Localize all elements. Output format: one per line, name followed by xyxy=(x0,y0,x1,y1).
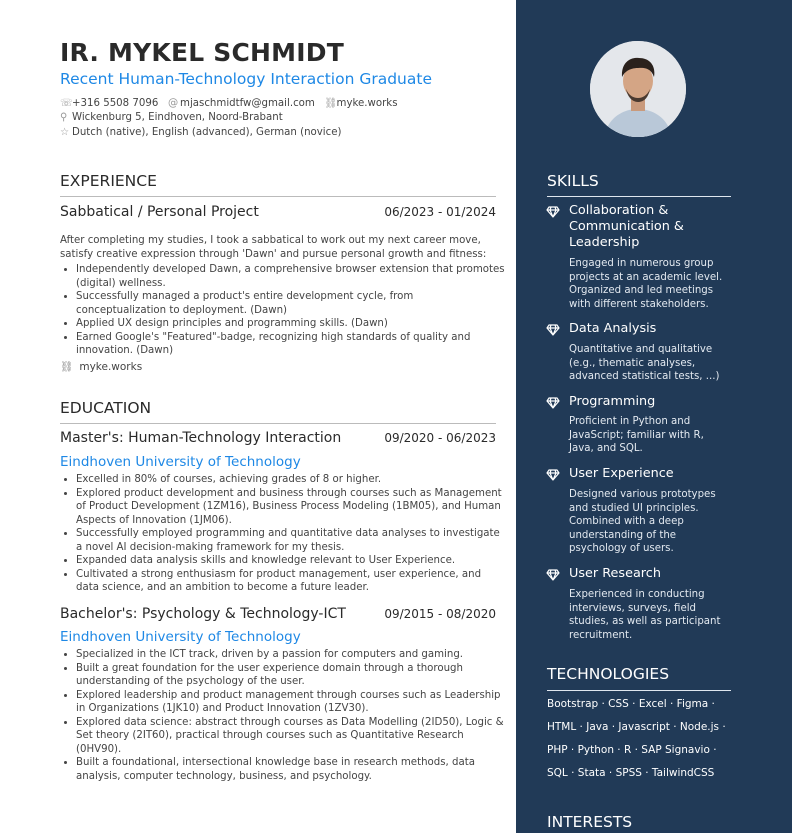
contact-line-3 xyxy=(60,127,341,138)
education-heading: EDUCATION xyxy=(60,399,152,417)
diamond-icon xyxy=(546,323,560,337)
masters-dates: 09/2020 - 06/2023 xyxy=(384,431,496,445)
address-text: Wickenburg 5, Eindhoven, Noord-Brabant xyxy=(72,112,283,123)
education-divider xyxy=(60,423,496,424)
tech-line: PHP · Python · R · SAP Signavio · xyxy=(547,744,717,756)
tech-line: HTML · Java · Javascript · Node.js · xyxy=(547,721,726,733)
list-item: • Independently developed Dawn, a comprehensive browser extension that promotes (digital) wellness. xyxy=(76,263,506,290)
job-intro-line-1: After completing my studies, I took a sabbatical to work out my next career move, xyxy=(60,235,481,246)
skills-divider xyxy=(547,196,731,197)
diamond-icon xyxy=(546,468,560,482)
project-link[interactable] xyxy=(60,360,142,373)
candidate-subtitle: Recent Human-Technology Interaction Graduate xyxy=(60,70,432,88)
technologies-heading: TECHNOLOGIES xyxy=(547,665,670,683)
job-title: Sabbatical / Personal Project xyxy=(60,204,259,220)
skill-desc: Designed various prototypes and studied UI principles. Combined with a deep understanding of the psychology of users. xyxy=(569,489,716,554)
skill-name: User Research xyxy=(569,566,661,581)
skill-desc: Engaged in numerous group projects at an academic level. Organized and led meetings with different stakeholders. xyxy=(569,258,723,310)
location-icon: ⚲ xyxy=(60,112,68,123)
project-link-text[interactable]: myke.works xyxy=(79,361,143,373)
tech-line: Bootstrap · CSS · Excel · Figma · xyxy=(547,698,715,710)
website-link[interactable]: myke.works xyxy=(336,98,398,109)
list-item: • Explored data science: abstract through courses as Data Modelling (2ID50), Logic & Set theory (2IT60), practical through courses such as Quantitative Research (0HV90). xyxy=(76,716,506,757)
technologies-divider xyxy=(547,690,731,691)
email-link[interactable]: mjaschmidtfw@gmail.com xyxy=(180,98,315,109)
list-item: • Specialized in the ICT track, driven by a passion for computers and gaming. xyxy=(76,648,506,662)
profile-photo xyxy=(590,41,686,137)
diamond-icon xyxy=(546,205,560,219)
tech-line: SQL · Stata · SPSS · TailwindCSS xyxy=(547,767,715,779)
skill-desc: Quantitative and qualitative (e.g., thematic analyses, advanced statistical tests, ...) xyxy=(569,344,720,382)
masters-bullets xyxy=(60,473,506,595)
job-bullets xyxy=(60,263,506,358)
list-item: • Earned Google's "Featured"-badge, recognizing high standards of quality and innovation. (Dawn) xyxy=(76,331,506,358)
list-item: • Cultivated a strong enthusiasm for product management, user experience, and data science, and an ambition to become a future leader. xyxy=(76,568,506,595)
list-item: • Excelled in 80% of courses, achieving grades of 8 or higher. xyxy=(76,473,506,487)
interests-heading: INTERESTS xyxy=(547,813,633,831)
list-item: • Explored leadership and product management through courses such as Leadership in Organizations (1JK10) and Product Innovation (1ZV30). xyxy=(76,689,506,716)
skills-heading: SKILLS xyxy=(547,172,599,190)
at-icon: @ xyxy=(168,98,179,109)
link-icon: ⛓ xyxy=(324,98,338,109)
list-item: • Explored product development and business through courses such as Management of Product Development (1ZM16), Business Process Modeling (1BM05), and Human Aspects of Innovation (1JM06). xyxy=(76,487,506,528)
list-item: • Built a foundational, intersectional knowledge base in research methods, data analysis, computer technology, business, and psychology. xyxy=(76,756,506,783)
list-item: • Expanded data analysis skills and knowledge relevant to User Experience. xyxy=(76,554,506,568)
bachelors-dates: 09/2015 - 08/2020 xyxy=(384,607,496,621)
skill-name: Programming xyxy=(569,394,656,409)
list-item: • Applied UX design principles and programming skills. (Dawn) xyxy=(76,317,506,331)
contact-line-1 xyxy=(60,98,398,109)
skill-desc: Experienced in conducting interviews, surveys, field studies, as well as participant recruitment. xyxy=(569,589,721,641)
job-intro-line-2: satisfy creative expression through 'Dawn' and pursue personal growth and fitness: xyxy=(60,248,487,260)
list-item: • Successfully employed programming and quantitative data analyses to investigate a novel AI decision-making framework for my thesis. xyxy=(76,527,506,554)
phone-text: +316 5508 7096 xyxy=(72,98,159,109)
bachelors-school: Eindhoven University of Technology xyxy=(60,629,301,645)
masters-degree: Master's: Human-Technology Interaction xyxy=(60,430,342,446)
languages-text: Dutch (native), English (advanced), German (novice) xyxy=(72,127,342,138)
skill-name: Collaboration & Communication & Leadership xyxy=(569,203,684,250)
link-icon: ⛓ xyxy=(60,361,74,373)
bachelors-degree: Bachelor's: Psychology & Technology-ICT xyxy=(60,606,346,622)
star-icon: ☆ xyxy=(60,127,70,138)
list-item: • Successfully managed a product's entire development cycle, from conceptualization to deployment. (Dawn) xyxy=(76,290,506,317)
phone-icon: ☏ xyxy=(60,98,73,109)
experience-divider xyxy=(60,196,496,197)
masters-school: Eindhoven University of Technology xyxy=(60,454,301,470)
contact-line-2 xyxy=(60,112,283,123)
diamond-icon xyxy=(546,396,560,410)
candidate-name: IR. MYKEL SCHMIDT xyxy=(60,38,344,67)
experience-heading: EXPERIENCE xyxy=(60,172,157,190)
skill-name: Data Analysis xyxy=(569,321,657,336)
diamond-icon xyxy=(546,568,560,582)
job-dates: 06/2023 - 01/2024 xyxy=(384,205,496,219)
job-intro xyxy=(60,234,496,261)
list-item: • Built a great foundation for the user experience domain through a thorough understanding of the psychology of the user. xyxy=(76,662,506,689)
profile-photo-illustration xyxy=(590,41,686,137)
skill-name: User Experience xyxy=(569,466,674,481)
bachelors-bullets xyxy=(60,648,506,783)
skill-desc: Proficient in Python and JavaScript; familiar with R, Java, and SQL. xyxy=(569,416,704,454)
